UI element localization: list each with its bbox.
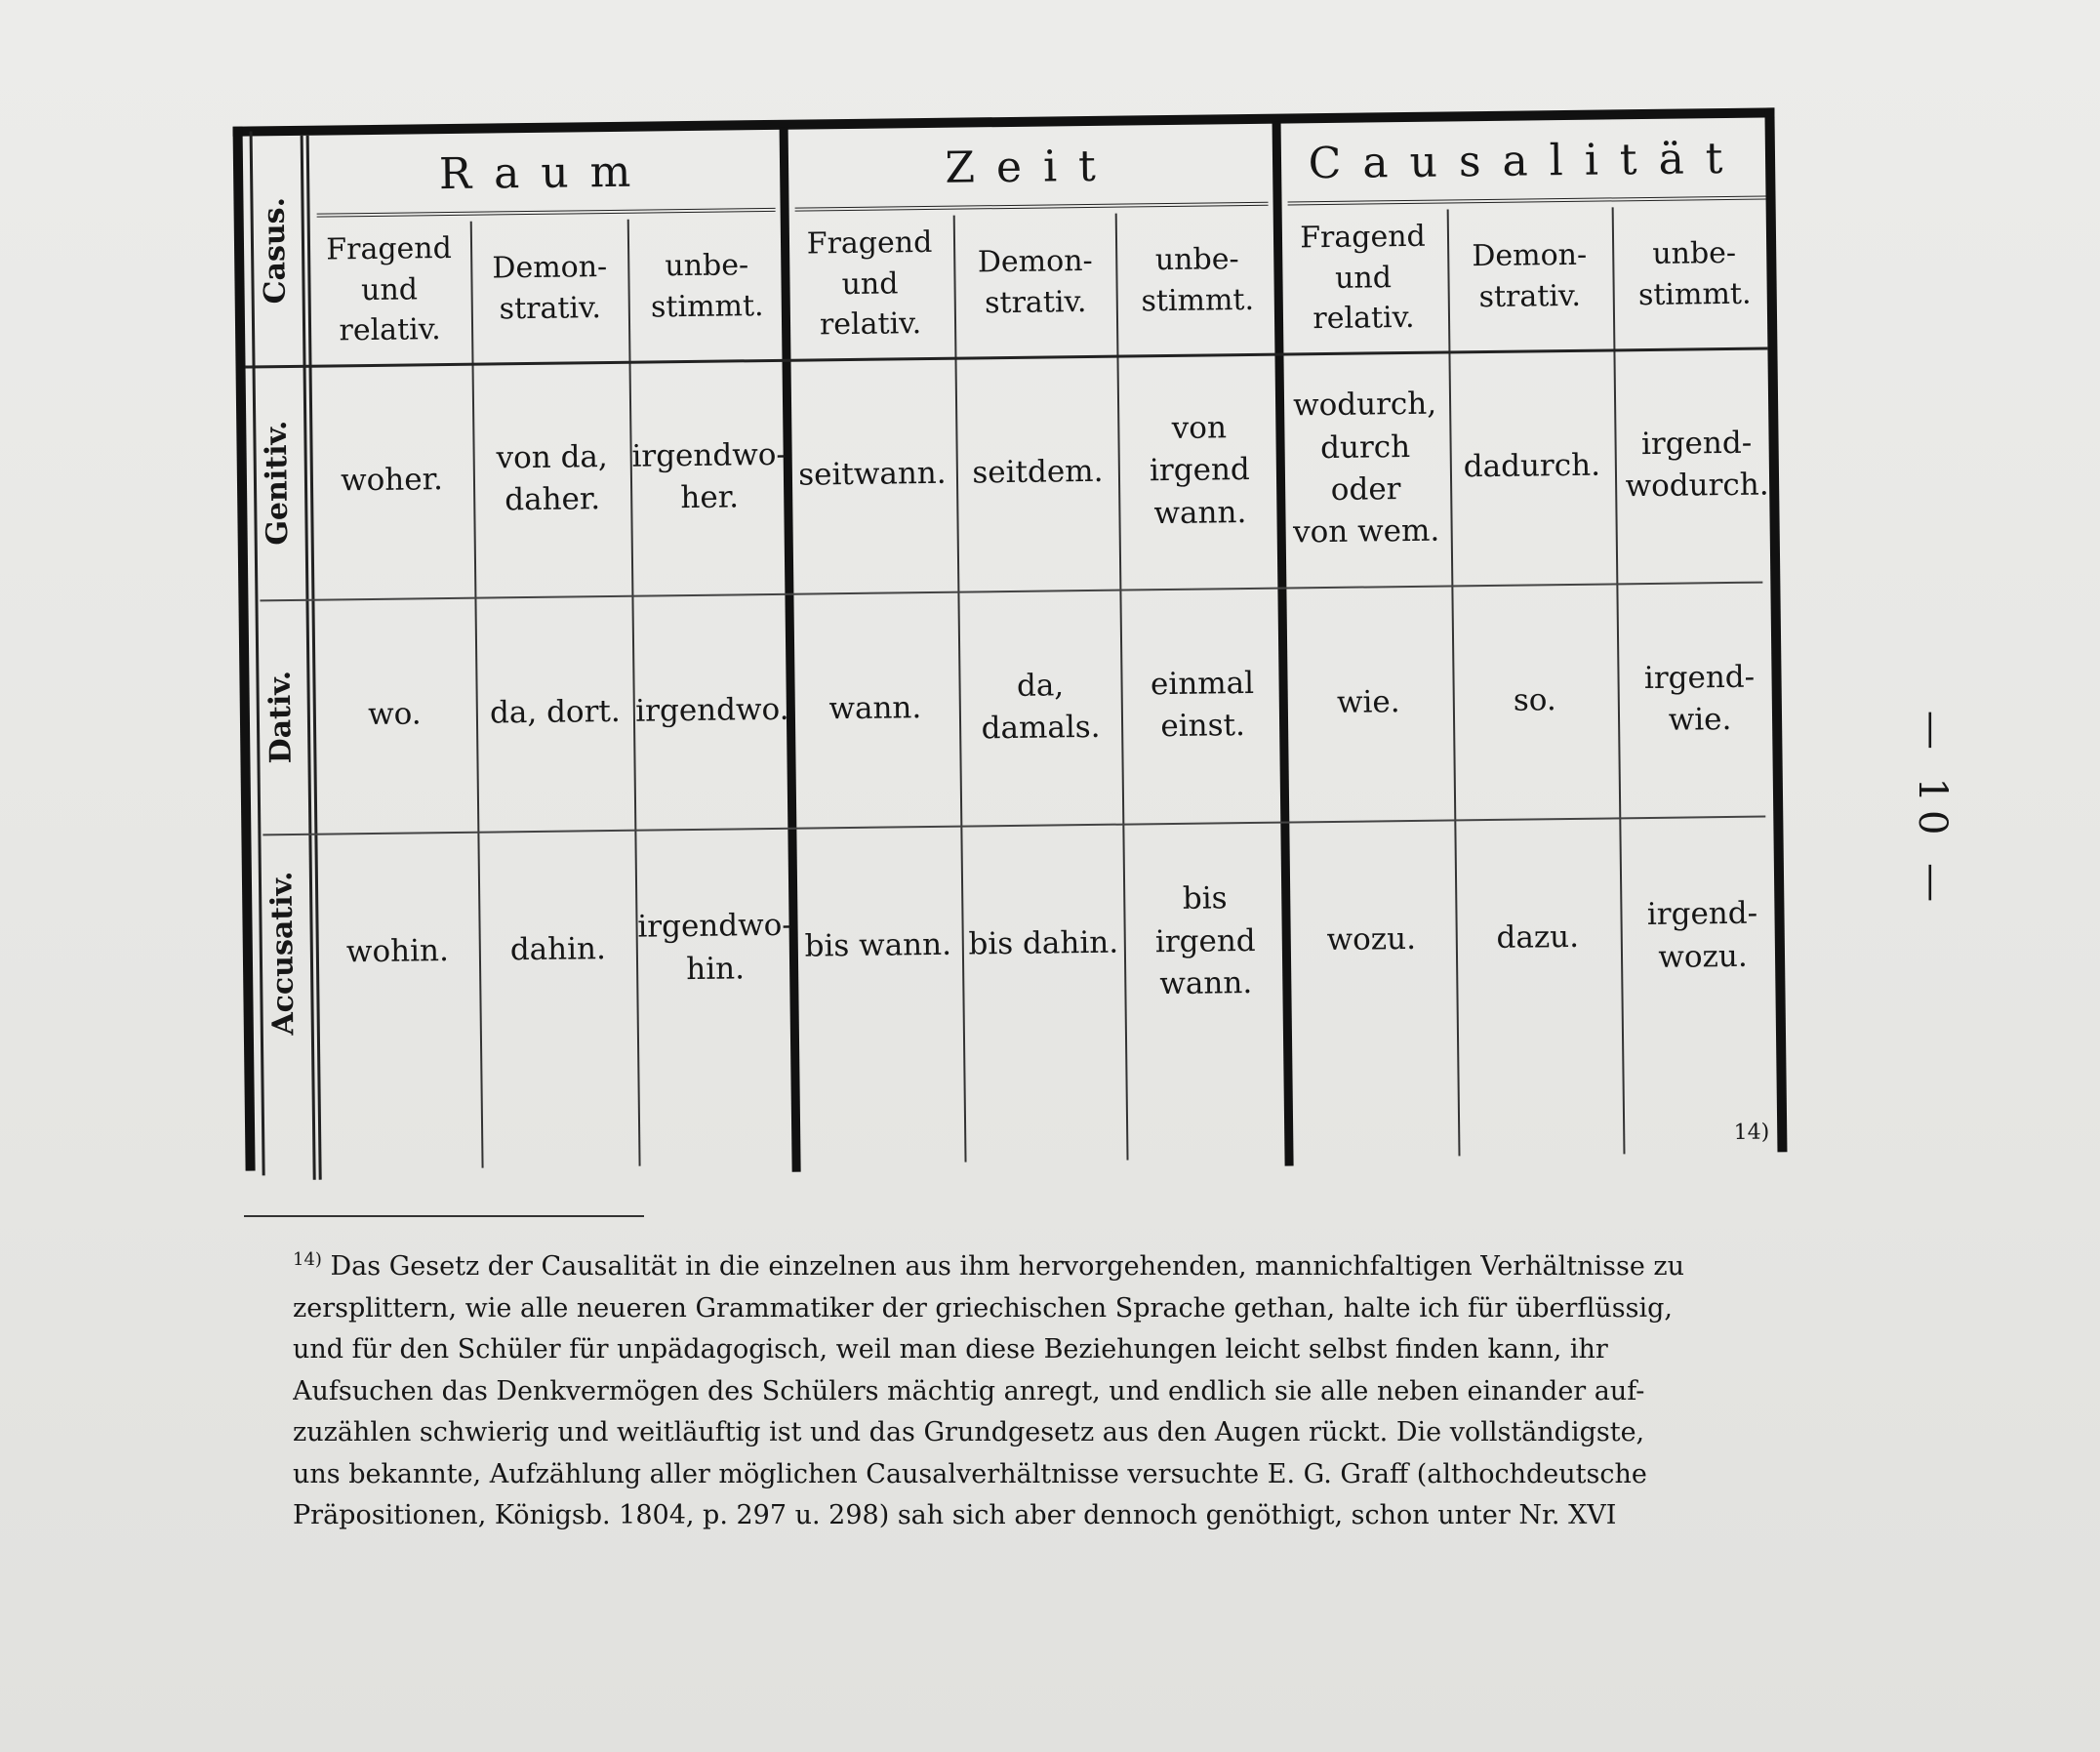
cell-line: wodurch, [1292, 386, 1437, 424]
table-cell [1279, 354, 1451, 583]
cell-line: her. [680, 479, 740, 516]
table-cell [1613, 350, 1780, 579]
table-cell [1282, 589, 1454, 817]
footnote-marker: 14) [293, 1249, 322, 1270]
column-heading-line: stimmt. [1637, 276, 1752, 312]
table-cell [1616, 585, 1783, 813]
cell-line: wann. [1159, 965, 1253, 1002]
row-label: Dativ. [262, 670, 299, 764]
cell-line: irgendwo. [635, 692, 789, 729]
table-cell [474, 599, 635, 828]
cell-line: dazu. [1496, 918, 1580, 956]
group-heading: Zeit [945, 141, 1118, 193]
table-cell [955, 359, 1121, 588]
cell-line: von wem. [1292, 513, 1440, 550]
table-cell [957, 593, 1123, 822]
footnote-line: uns bekannte, Aufzählung aller möglichen Causalverhältnisse versuchte E. G. Graff (althochdeutsche [293, 1458, 1647, 1489]
cell-line: durch oder [1319, 428, 1411, 508]
table-cell [477, 834, 638, 1067]
table-cell [634, 832, 795, 1065]
column-heading-line: unbe- [1154, 242, 1239, 278]
footnote-line: $^{14)}$ Das Gesetz der Causalität in die einzelnen aus ihm hervorgehenden, mannichfaltigen Verhältnisse zu [293, 1249, 1685, 1282]
group-heading: Raum [438, 145, 653, 199]
cell-line: irgendwo- [637, 907, 792, 945]
column-heading [1115, 210, 1280, 351]
cell-line: seitwann. [797, 456, 947, 493]
cell-line: daher. [505, 481, 601, 518]
table-cell [1619, 819, 1786, 1052]
cell-line: irgend- [1643, 659, 1756, 696]
table-cell [1119, 591, 1285, 820]
group-heading: Causalität [1308, 133, 1745, 188]
table-cell [314, 835, 480, 1069]
page-number: — 10 — [1910, 710, 1956, 911]
column-heading [1447, 205, 1613, 346]
column-heading [307, 220, 472, 361]
column-heading-line: unbe- [1652, 235, 1737, 272]
cell-line: einst. [1160, 708, 1246, 745]
table-cell [311, 601, 477, 830]
cell-line: irgendwo- [631, 436, 788, 474]
footnote-line: zersplittern, wie alle neueren Grammatiker der griechischen Sprache gethan, halte ich für überflüssig, [293, 1292, 1674, 1324]
cell-line: seitdem. [972, 454, 1104, 491]
column-heading-line: strativ. [499, 290, 602, 326]
footnote-line: Präpositionen, Königsb. 1804, p. 297 u. 298) sah sich aber dennoch genöthigt, schon unter Nr. XVI [293, 1500, 1617, 1530]
column-heading [627, 216, 788, 357]
footnote-line: und für den Schüler für unpädagogisch, weil man diese Beziehungen leicht selbst finden kann, ihr [293, 1334, 1608, 1365]
cell-line: da, dort. [489, 694, 621, 731]
column-heading-line: stimmt. [1141, 282, 1255, 318]
column-heading [786, 214, 955, 355]
column-heading-line: Demon- [1472, 237, 1588, 274]
table-cell [472, 365, 633, 593]
column-heading-line: Fragend [806, 225, 933, 262]
cell-line: irgend [1149, 452, 1250, 489]
cell-line: wie. [1668, 701, 1732, 738]
table-cell [792, 830, 963, 1063]
cell-line: wozu. [1326, 920, 1417, 957]
column-heading-line: Fragend [326, 231, 453, 267]
table-cell [1122, 826, 1288, 1059]
cell-line: wann. [1153, 494, 1247, 531]
row-label: Genitiv. [260, 419, 296, 546]
case-table [233, 107, 1788, 1170]
column-heading-line: unbe- [665, 248, 749, 284]
table-cell [1116, 357, 1282, 586]
cell-line: irgend- [1640, 425, 1753, 462]
footnote-line: zuzählen schwierig und weitläuftig ist und das Grundgesetz aus den Augen rückt. Die vollständigste, [293, 1417, 1645, 1447]
column-heading-line: Demon- [977, 244, 1093, 280]
cell-line: bis [1182, 880, 1228, 917]
column-heading-line: strativ. [1478, 278, 1582, 314]
column-heading-line: und [1334, 260, 1393, 296]
column-heading-line: Demon- [492, 250, 608, 286]
cell-line: irgend- [1646, 895, 1758, 933]
table-cell [1285, 823, 1457, 1056]
table-cell [629, 363, 790, 591]
cell-line: wohin. [345, 932, 450, 970]
table-cell [309, 367, 475, 595]
cell-line: wo. [367, 696, 422, 733]
column-heading-line: relativ. [339, 312, 441, 348]
cell-line: hin. [686, 950, 746, 987]
cell-line: dadurch. [1463, 447, 1601, 485]
cell-line: irgend [1154, 922, 1256, 959]
cell-line: wodurch. [1625, 467, 1769, 505]
column-heading-line: Fragend [1300, 220, 1426, 256]
column-heading-line: strativ. [984, 284, 1087, 320]
cell-line: so. [1513, 682, 1556, 718]
cell-line: damals. [981, 709, 1101, 747]
footnote [293, 1240, 1815, 1537]
cell-line: bis dahin. [968, 924, 1119, 962]
cell-line: von [1171, 410, 1228, 446]
table-footnote-marker: 14) [1733, 1120, 1770, 1145]
cell-line: einmal [1150, 665, 1255, 702]
column-heading-line: relativ. [1312, 301, 1415, 337]
footnote-rule [244, 1215, 644, 1217]
table-cell [789, 595, 960, 824]
cell-line: bis wann. [804, 926, 952, 964]
column-heading-line: stimmt. [650, 288, 764, 324]
casus-label: Casus. [257, 196, 293, 305]
column-heading [470, 218, 630, 359]
cell-line: wie. [1336, 684, 1400, 721]
column-heading [1612, 203, 1778, 345]
cell-line: woher. [340, 462, 444, 499]
table-cell [631, 597, 792, 826]
cell-line: wozu. [1658, 938, 1748, 975]
column-heading-line: und [360, 272, 419, 307]
table-cell [1448, 352, 1615, 581]
footnote-line: Aufsuchen das Denkvermögen des Schülers mächtig anregt, und endlich sie alle neben einander auf- [293, 1375, 1645, 1406]
cell-line: wann. [828, 690, 922, 727]
column-heading [953, 212, 1118, 353]
cell-line: da, [1016, 667, 1065, 704]
table-cell [1454, 821, 1621, 1054]
column-heading-line: relativ. [819, 306, 922, 343]
cell-line: dahin. [509, 930, 607, 968]
cell-line: von da, [496, 438, 608, 476]
table-cell [960, 828, 1126, 1061]
table-cell [788, 361, 958, 590]
column-heading-line: und [841, 266, 899, 302]
table-cell [1451, 587, 1618, 815]
row-label: Accusativ. [264, 871, 302, 1036]
column-heading [1278, 207, 1449, 348]
